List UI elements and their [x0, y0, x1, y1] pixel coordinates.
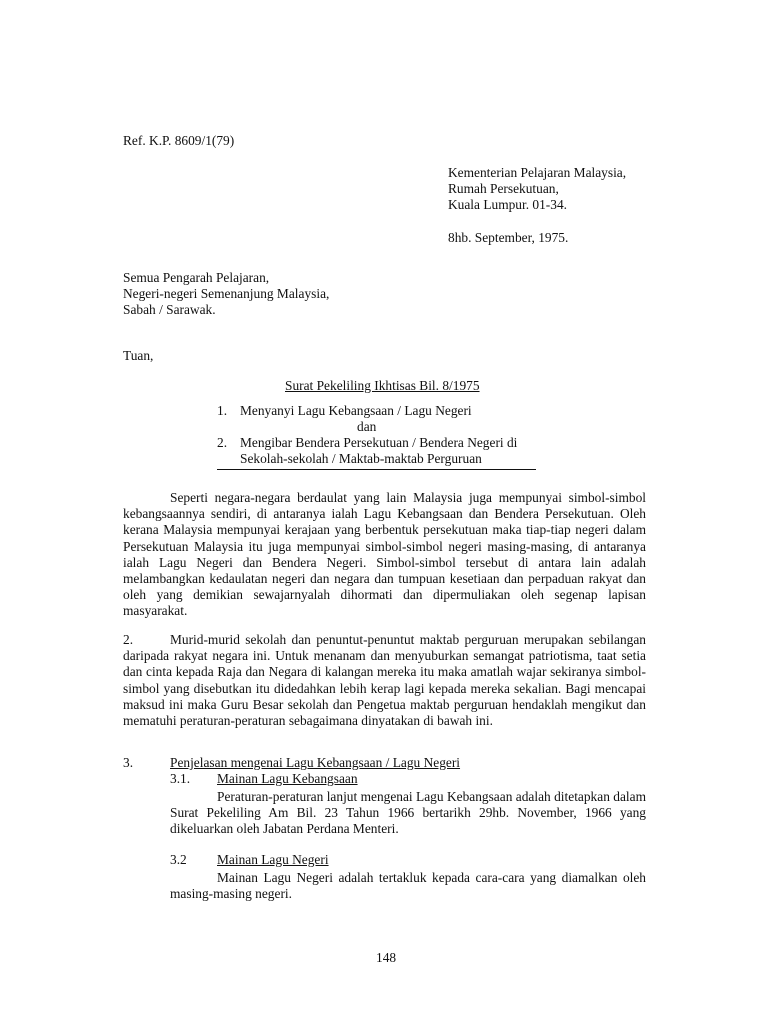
- paragraph-number: 2.: [123, 632, 134, 647]
- subsection-3-1-text: Peraturan-peraturan lanjut mengenai Lagu Kebangsaan adalah ditetapkan dalam Surat Pekeliling Am Bil. 23 Tahun 1966 bertarikh 29hb. November, 1966 yang dikeluarkan oleh Jabatan Perdana Menteri.: [170, 789, 646, 837]
- page-number: 148: [376, 950, 397, 965]
- subsection-3-2-heading: [170, 852, 329, 868]
- subject-item-1: [217, 403, 472, 419]
- item-text-continued: Sekolah-sekolah / Maktab-maktab Perguruan: [240, 451, 482, 467]
- subsection-heading-text: Mainan Lagu Kebangsaan: [217, 771, 358, 786]
- reference-number: Ref. K.P. 8609/1(79): [123, 133, 235, 148]
- subsection-3-2-text: Mainan Lagu Negeri adalah tertakluk kepada cara-cara yang diamalkan oleh masing-masing negeri.: [170, 870, 646, 902]
- paragraph-1: Seperti negara-negara berdaulat yang lain Malaysia juga mempunyai simbol-simbol kebangsaannya sendiri, di antaranya ialah Lagu Kebangsaan dan Bendera Persekutuan. Oleh kerana Malaysia mempunyai kerajaan yang berbentuk persekutuan maka tiap-tiap negeri dalam Persekutuan Malaysia itu juga mempunyai simbol-simbol negeri masing-masing, di antaranya ialah Lagu Negeri dan Bendera Negeri. Simbol-simbol tersebut di antara lain adalah melambangkan kedaulatan negeri dan negara dan tumpuan kesetiaan dan perpaduan rakyat dan oleh yang demikian sewajarnyalah dihormati dan dipermuliakan oleh segenap lapisan masyarakat.: [123, 490, 646, 619]
- subject-divider: [217, 469, 536, 470]
- subject-item-2: [217, 435, 517, 467]
- subsection-3-1-heading: [170, 771, 358, 787]
- letter-date: 8hb. September, 1975.: [448, 229, 569, 245]
- subsection-number: 3.2: [170, 852, 187, 867]
- sender-address: [448, 165, 626, 246]
- subject-title-text: Surat Pekeliling Ikhtisas Bil. 8/1975: [285, 378, 480, 393]
- recipient-line: Semua Pengarah Pelajaran,: [123, 270, 270, 285]
- recipient-line: Negeri-negeri Semenanjung Malaysia,: [123, 286, 330, 302]
- address-line: Kuala Lumpur. 01-34.: [448, 197, 568, 213]
- salutation: Tuan,: [123, 348, 154, 363]
- item-text: Mengibar Bendera Persekutuan / Bendera Negeri di: [240, 435, 518, 450]
- section-heading-text: Penjelasan mengenai Lagu Kebangsaan / Lagu Negeri: [170, 755, 461, 770]
- subsection-heading-text: Mainan Lagu Negeri: [217, 852, 329, 867]
- paragraph-2: [123, 632, 646, 729]
- item-number: 2.: [217, 435, 228, 450]
- paragraph-text: Murid-murid sekolah dan penuntut-penuntut maktab perguruan merupakan sebilangan daripada rakyat negara ini. Untuk menanam dan menyuburkan semangat patriotisma, taat setia dan cinta kepada Raja dan Negara di kalangan mereka itu maka amatlah wajar sekiranya simbol-simbol yang disebutkan itu didedahkan lebih kerap lagi kepada mereka sekalian. Bagi mencapai maksud ini maka Guru Besar sekolah dan Pengetua maktab perguruan hendaklah mengikut dan mematuhi peraturan-peraturan sebagaimana dinyatakan di bawah ini.: [123, 632, 646, 729]
- section-3-heading: [123, 755, 460, 771]
- subject-conjunction: dan: [357, 419, 377, 434]
- recipient-line: Sabah / Sarawak.: [123, 302, 216, 318]
- subject-title: [285, 378, 480, 394]
- recipient-block: [123, 270, 329, 319]
- section-number: 3.: [123, 755, 134, 770]
- address-line: Kementerian Pelajaran Malaysia,: [448, 165, 627, 180]
- address-line: Rumah Persekutuan,: [448, 181, 559, 197]
- item-number: 1.: [217, 403, 228, 418]
- item-text: Menyanyi Lagu Kebangsaan / Lagu Negeri: [240, 403, 472, 418]
- subsection-number: 3.1.: [170, 771, 191, 786]
